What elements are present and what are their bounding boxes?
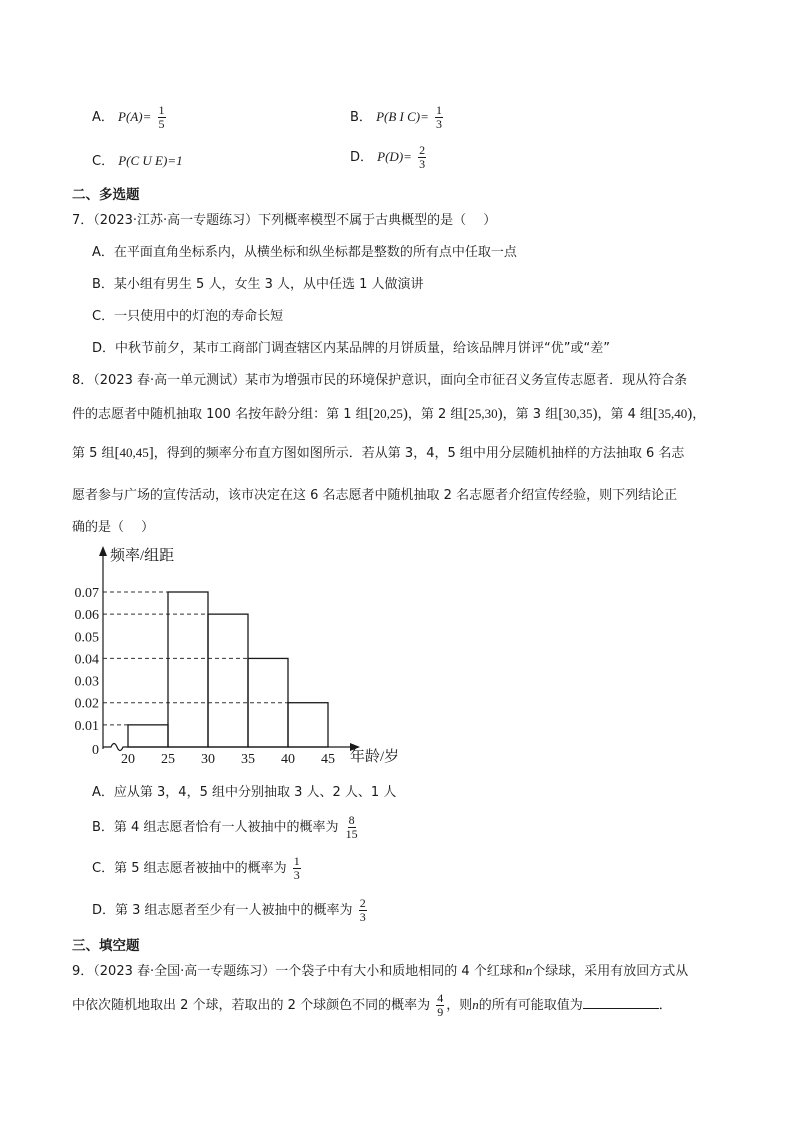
- q9-line1: 9．（2023 春·全国·高一专题练习）一个袋子中有大小和质地相同的 4 个红球和n个绿球，采用有放回方式从: [72, 963, 689, 979]
- q8-stem-line4: 愿者参与广场的宣传活动，该市决定在这 6 名志愿者中随机抽取 2 名志愿者介绍宣传经验，则下列结论正: [72, 488, 678, 503]
- y-tick-label: 0.01: [74, 718, 99, 734]
- y-tick-label: 0.05: [74, 630, 99, 646]
- q6-option-a: [92, 104, 168, 131]
- section-heading-multiple-choice: 二、多选题: [72, 187, 140, 203]
- option-label: C．: [92, 154, 115, 169]
- fraction: $\frac{4}{9}$: [437, 991, 444, 1019]
- frequency-histogram: [58, 540, 418, 775]
- histogram-bar: [168, 592, 208, 747]
- variable-n: n: [525, 963, 533, 978]
- x-tick-label: 35: [241, 752, 255, 767]
- y-tick-label: 0: [92, 743, 99, 758]
- histogram-bar: [208, 614, 248, 747]
- x-axis: [103, 744, 358, 751]
- option-label: B．: [350, 110, 372, 125]
- q7-option-c: C．一只使用中的灯泡的寿命长短: [92, 309, 284, 324]
- x-tick-label: 40: [281, 752, 295, 767]
- histogram-bar: [128, 725, 168, 747]
- x-tick-label: 30: [201, 752, 215, 767]
- q8-option-d: D．第 3 组志愿者至少有一人被抽中的概率为 $\frac{2}{3}$: [92, 896, 366, 924]
- q8-stem-line1: 8．（2023 春·高一单元测试）某市为增强市民的环境保护意识，面向全市征召义务宣传志愿者．现从符合条: [72, 373, 688, 388]
- fraction: $\frac{2}{3}$: [359, 896, 366, 924]
- y-tick-label: 0.04: [74, 652, 99, 668]
- q6-option-d: [350, 144, 428, 171]
- x-tick-label: 25: [161, 752, 175, 767]
- option-label: A．: [92, 110, 114, 125]
- q7-option-a: A．在平面直角坐标系内，从横坐标和纵坐标都是整数的所有点中任取一点: [92, 245, 517, 260]
- fraction: $\frac{1}{3}$: [293, 854, 300, 882]
- y-tick-label: 0.03: [74, 674, 99, 690]
- q8-option-b: B．第 4 组志愿者恰有一人被抽中的概率为 $\frac{8}{15}$: [92, 813, 358, 841]
- q8-option-c: C．第 5 组志愿者被抽中的概率为 $\frac{1}{3}$: [92, 854, 300, 882]
- section-heading-fill-in: 三、填空题: [72, 938, 140, 954]
- q8-stem-line3: 第 5 组[40,45]，得到的频率分布直方图如图所示．若从第 3，4，5 组中用分层随机抽样的方法抽取 6 名志: [72, 445, 685, 461]
- y-tick-label: 0.02: [74, 696, 99, 712]
- option-label: D．: [350, 150, 374, 165]
- q7-option-b: B．某小组有男生 5 人，女生 3 人，从中任选 1 人做演讲: [92, 277, 424, 292]
- q7-stem: 7．（2023·江苏·高一专题练习）下列概率模型不属于古典概型的是（ ）: [72, 213, 497, 228]
- y-axis-label: 频率/组距: [110, 548, 175, 564]
- fraction: $\frac{8}{15}$: [345, 813, 358, 841]
- q7-option-d: D．中秋节前夕，某市工商部门调查辖区内某品牌的月饼质量，给该品牌月饼评“优”或“差”: [92, 341, 610, 356]
- option-expr: P(A)=: [118, 109, 152, 124]
- q8-option-a: A．应从第 3，4，5 组中分别抽取 3 人、2 人、1 人: [92, 785, 397, 800]
- y-axis-arrow: [99, 546, 107, 556]
- q6-option-b: [350, 104, 445, 131]
- fraction: $\frac{1}{5}$: [158, 103, 165, 131]
- option-expr: P(D)=: [377, 149, 412, 164]
- x-tick-label: 20: [121, 752, 135, 767]
- option-expr: P(C U E)=1: [118, 153, 183, 168]
- q6-option-c: [92, 150, 183, 169]
- q9-line2: 中依次随机地取出 2 个球，若取出的 2 个球颜色不同的概率为 $\frac{4}{9}$ ，则n的所有可能取值为 ．: [72, 991, 672, 1019]
- answer-blank[interactable]: [583, 996, 659, 1009]
- x-tick-label: 45: [321, 752, 335, 767]
- y-tick-label: 0.07: [74, 586, 99, 601]
- fraction: $\frac{2}{3}$: [419, 143, 426, 171]
- q8-stem-line5: 确的是（ ）: [72, 520, 155, 535]
- x-axis-label: 年龄/岁: [350, 749, 400, 765]
- histogram-bar: [288, 703, 328, 747]
- y-tick-label: 0.06: [74, 608, 99, 624]
- q8-stem-line2: 件的志愿者中随机抽取 100 名按年龄分组：第 1 组[20,25)，第 2 组[25,30)，第 3 组[30,35)，第 4 组[35,40)，: [72, 406, 706, 422]
- fraction: $\frac{1}{3}$: [436, 103, 443, 131]
- option-expr: P(B I C)=: [376, 109, 429, 124]
